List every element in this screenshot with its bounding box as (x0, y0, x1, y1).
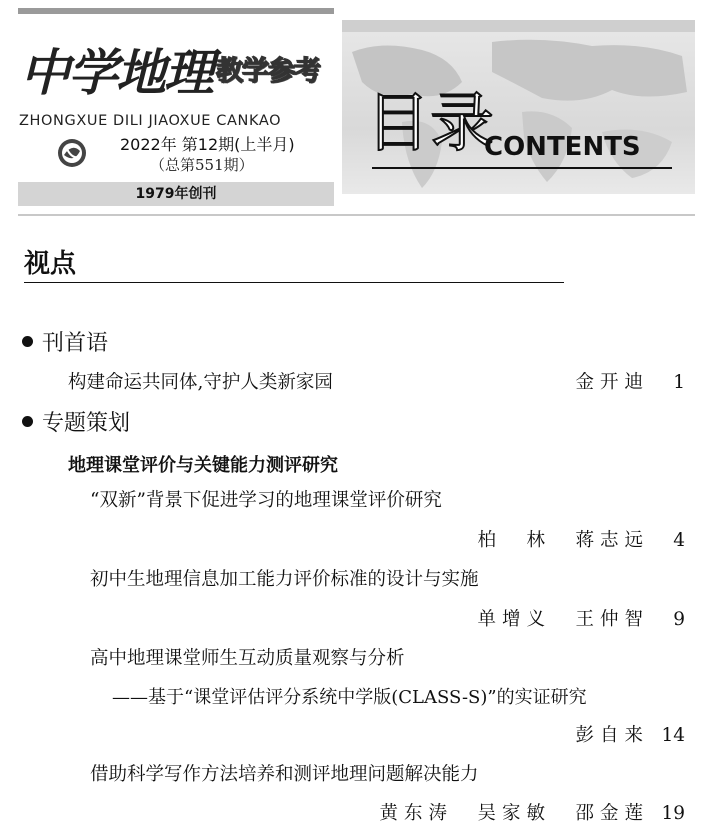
section-heading: 视点 (24, 249, 77, 279)
total-issue-number: （总第551期） (150, 156, 254, 174)
toc-page-number: 19 (661, 803, 685, 824)
contents-heading: CONTENTS (484, 132, 641, 162)
toc-author: 单增义 王仲智 (477, 609, 649, 630)
toc-author: 黄东涛 吴家敏 邵金莲 (379, 803, 649, 824)
logo-subtitle: 教学参考 (216, 56, 320, 87)
contents-rule (372, 167, 672, 169)
toc-page-number: 14 (661, 725, 685, 746)
toc-page-number: 4 (673, 530, 685, 551)
header-right-bar (342, 20, 695, 32)
toc-subtopic: 地理课堂评价与关键能力测评研究 (68, 455, 338, 476)
category-heading (22, 408, 130, 440)
section-rule (24, 282, 564, 283)
toc-entry-title[interactable]: 构建命运共同体,守护人类新家园 (68, 372, 333, 393)
toc-author: 柏 林 蒋志远 (477, 530, 649, 551)
toc-entry-subtitle: ——基于“课堂评估评分系统中学版(CLASS-S)”的实证研究 (112, 687, 587, 708)
toc-entry-title[interactable]: “双新”背景下促进学习的地理课堂评价研究 (90, 490, 442, 511)
toc-entry-author-page (575, 722, 685, 750)
toc-page-number: 9 (673, 609, 685, 630)
journal-emblem-icon (56, 137, 88, 169)
toc-author: 彭自来 (575, 725, 649, 746)
category-label: 专题策划 (42, 411, 131, 436)
toc-entry-title[interactable]: 初中生地理信息加工能力评价标准的设计与实施 (90, 569, 479, 590)
toc-entry-author-page (477, 606, 685, 634)
founded-bar (18, 182, 334, 206)
toc-entry-author-page (477, 527, 685, 555)
bullet-dot-icon (22, 336, 33, 347)
header-divider (18, 214, 695, 216)
toc-entry-title[interactable]: 借助科学写作方法培养和测评地理问题解决能力 (90, 764, 479, 785)
toc-author: 金开迪 (575, 372, 649, 393)
toc-entry-author-page (575, 369, 685, 397)
bullet-dot-icon (22, 416, 33, 427)
toc-entry-title[interactable]: 高中地理课堂师生互动质量观察与分析 (90, 648, 405, 669)
category-heading (22, 328, 108, 360)
category-label: 刊首语 (42, 331, 109, 356)
header-top-bar (18, 8, 334, 14)
pinyin-title: ZHONGXUE DILI JIAOXUE CANKAO (19, 113, 282, 129)
toc-entry-author-page (379, 800, 685, 828)
founded-year: 1979年创刊 (135, 186, 217, 202)
logo-title: 中学地理 (20, 43, 212, 102)
toc-page-number: 1 (673, 372, 685, 393)
mulu-heading: 目录 (366, 87, 494, 161)
issue-number: 2022年 第12期(上半月) (120, 135, 295, 154)
